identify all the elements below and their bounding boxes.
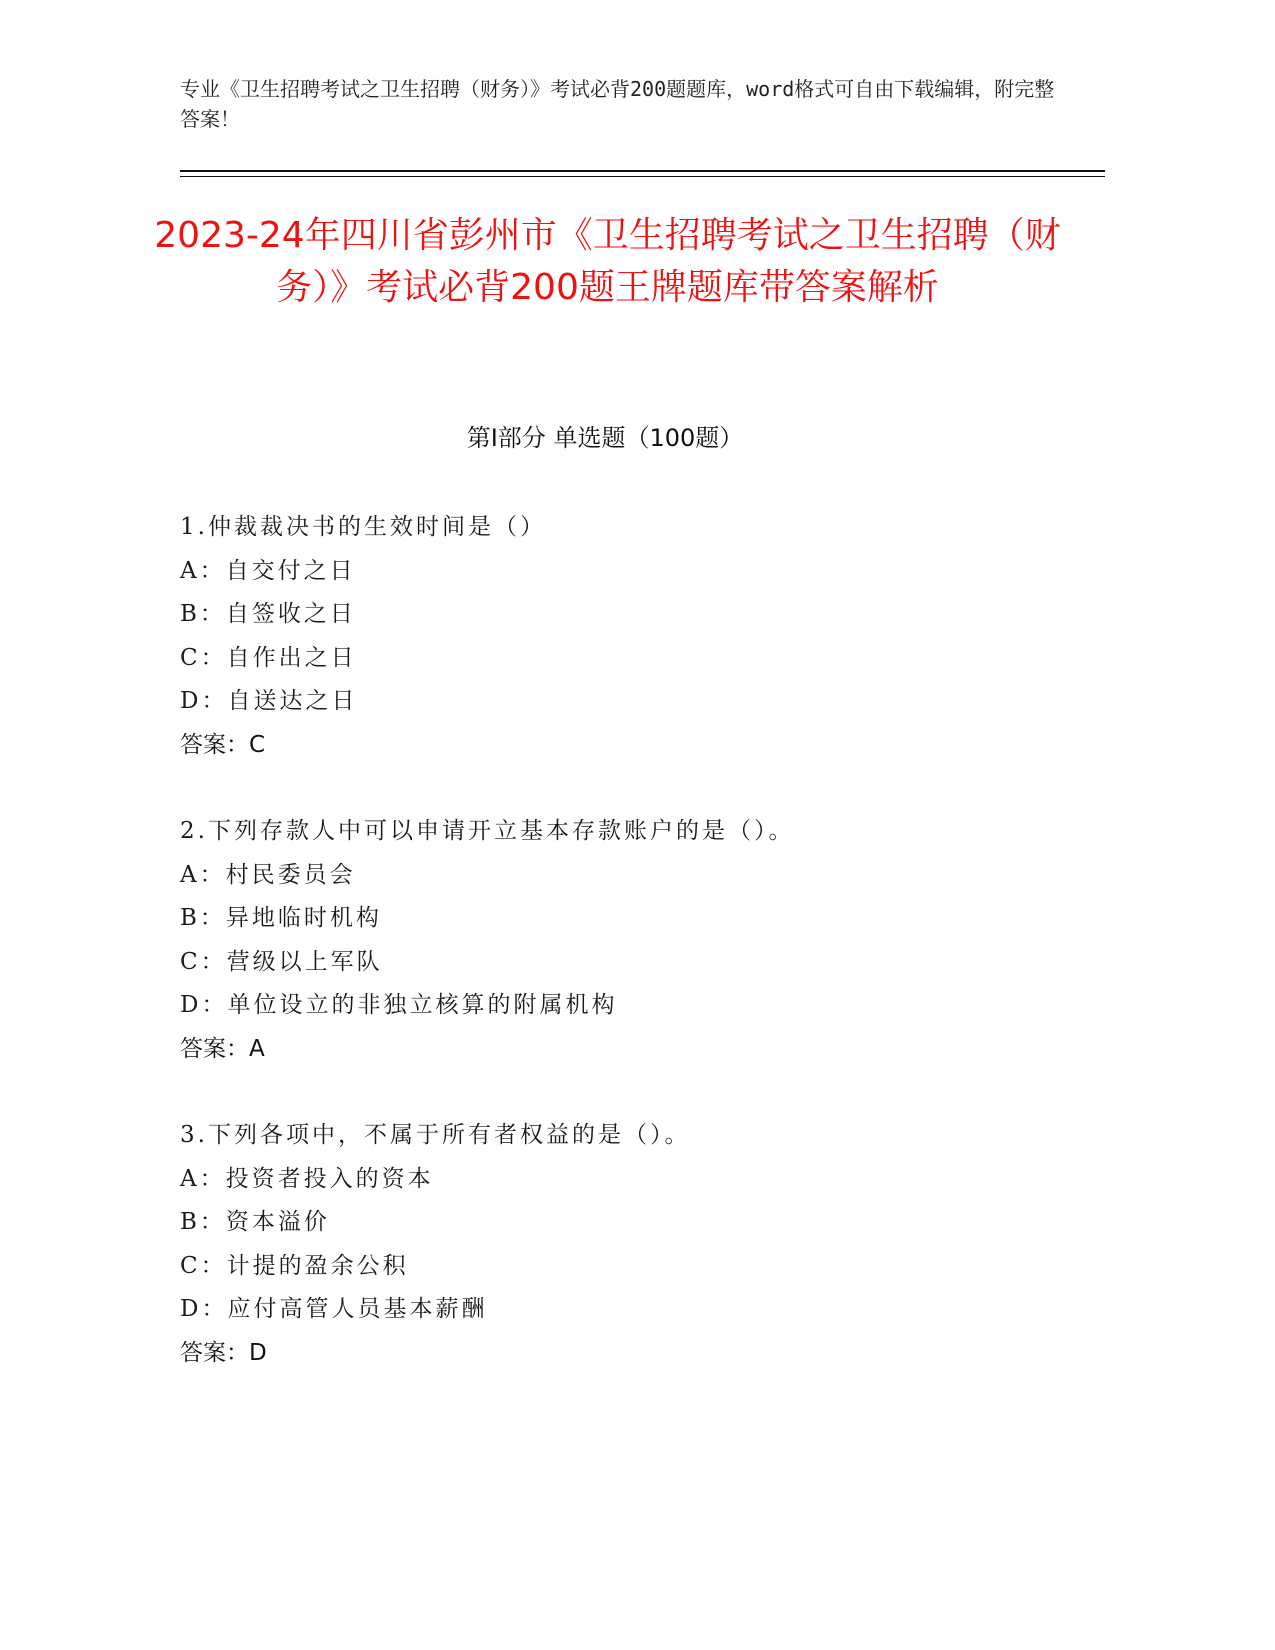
- option-b: B：资本溢价: [180, 1209, 330, 1235]
- option-b: B：自签收之日: [180, 601, 356, 627]
- question-list: [180, 506, 1080, 1418]
- option-d: D：自送达之日: [180, 688, 358, 714]
- question-stem: 3.下列各项中，不属于所有者权益的是（）。: [180, 1122, 691, 1148]
- question-2: [180, 810, 1080, 1071]
- question-stem: 1.仲裁裁决书的生效时间是（）: [180, 514, 546, 540]
- header-note: 专业《卫生招聘考试之卫生招聘（财务）》考试必背200题题库，word格式可自由下载编辑，附完整答案！: [180, 77, 1055, 131]
- section-title: 第Ⅰ部分 单选题（100题）: [466, 424, 744, 452]
- option-d: D：单位设立的非独立核算的附属机构: [180, 992, 618, 1018]
- option-c: C：计提的盈余公积: [180, 1252, 409, 1279]
- header-divider-thick: [180, 170, 1105, 172]
- option-c: C：自作出之日: [180, 644, 357, 671]
- question-1: [180, 506, 1080, 767]
- option-b: B：异地临时机构: [180, 905, 382, 931]
- answer-line: 答案：A: [180, 1035, 265, 1062]
- answer-line: 答案：C: [180, 731, 266, 758]
- answer-line: 答案：D: [180, 1339, 267, 1366]
- document-title: 2023-24年四川省彭州市《卫生招聘考试之卫生招聘（财务）》考试必背200题王牌题库带答案解析: [154, 215, 1061, 308]
- header-divider-thin: [180, 176, 1105, 177]
- question-stem: 2.下列存款人中可以申请开立基本存款账户的是（）。: [180, 818, 795, 844]
- option-d: D：应付高管人员基本薪酬: [180, 1296, 488, 1322]
- option-a: A：投资者投入的资本: [180, 1165, 434, 1192]
- question-3: [180, 1114, 1080, 1375]
- option-c: C：营级以上军队: [180, 948, 383, 975]
- option-a: A：村民委员会: [180, 861, 356, 888]
- option-a: A：自交付之日: [180, 557, 356, 584]
